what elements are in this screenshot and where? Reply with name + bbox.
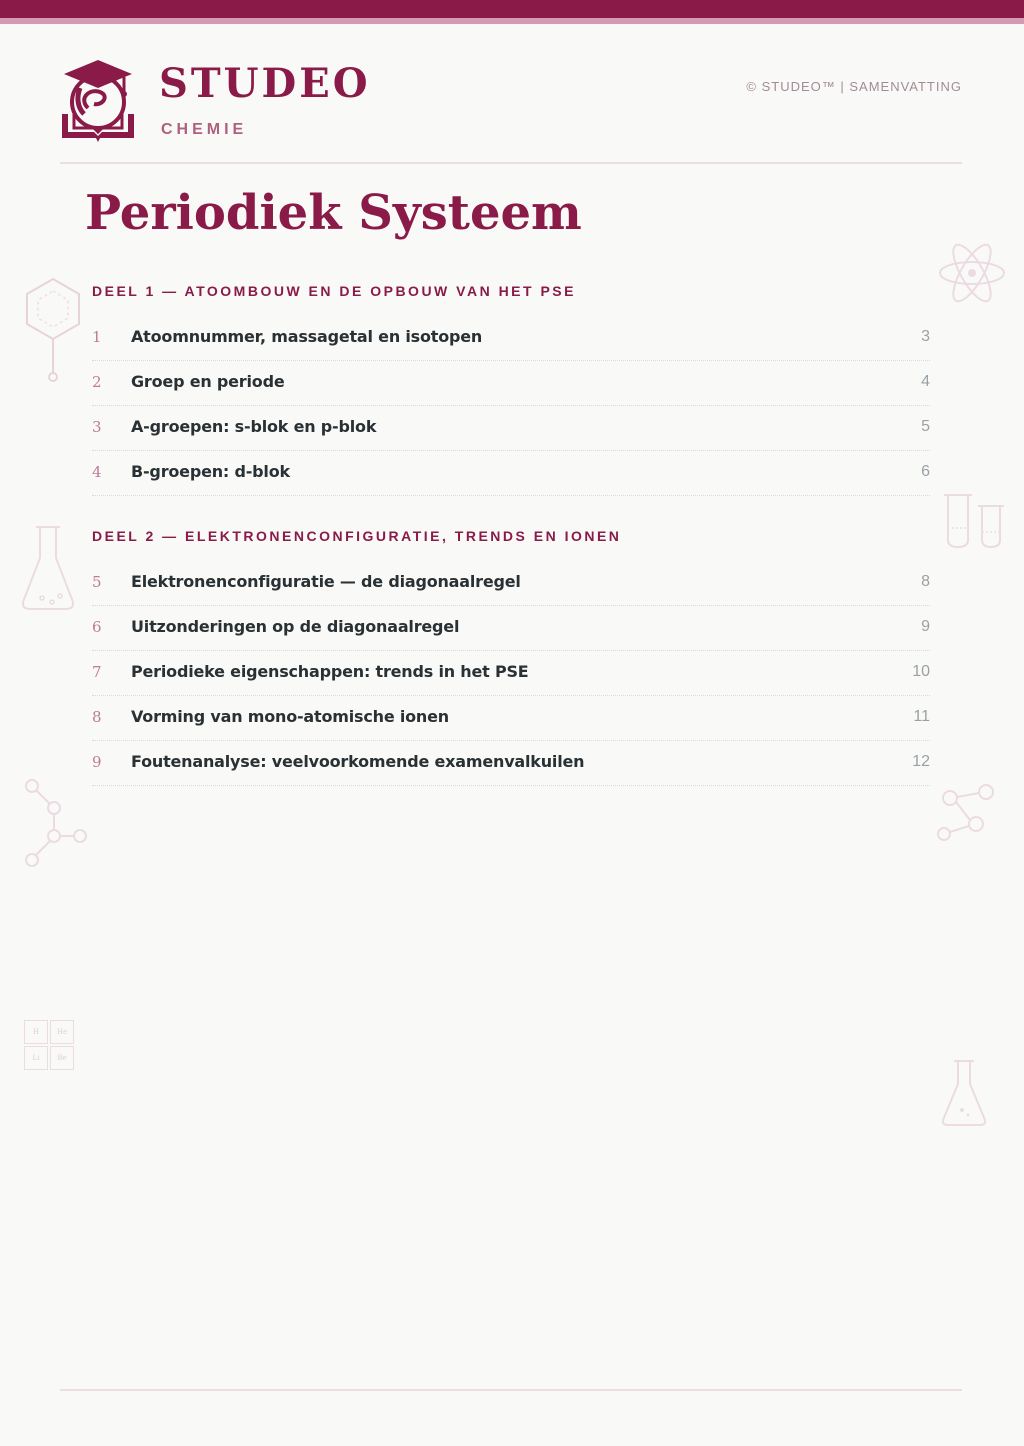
toc-item[interactable] <box>92 561 930 606</box>
toc-item-label: Vorming van mono-atomische ionen <box>131 707 449 726</box>
toc-item-label: Uitzonderingen op de diagonaalregel <box>131 617 460 636</box>
toc-item[interactable] <box>92 406 930 451</box>
element-tile: Li <box>24 1046 48 1070</box>
test-tubes-icon <box>942 492 1006 550</box>
toc-item-page: 12 <box>912 753 930 770</box>
page-title: Periodiek Systeem <box>85 185 582 241</box>
toc-item-number: 5 <box>92 573 102 591</box>
toc-item-label: Groep en periode <box>131 372 285 391</box>
header-divider <box>60 162 962 164</box>
toc-item-page: 3 <box>921 328 930 345</box>
toc-item-number: 6 <box>92 618 102 636</box>
top-color-bar <box>0 0 1024 18</box>
toc-item-label: Atoomnummer, massagetal en isotopen <box>131 327 483 346</box>
footer-divider <box>60 1389 962 1391</box>
atom-icon <box>938 242 1006 304</box>
hexagon-molecule-icon <box>22 276 84 384</box>
toc-item[interactable] <box>92 316 930 361</box>
toc-item[interactable] <box>92 361 930 406</box>
graduation-cap-logo-icon <box>58 58 138 144</box>
molecule-icon <box>22 776 90 870</box>
flask-icon <box>20 524 76 612</box>
toc-item-number: 4 <box>92 463 102 481</box>
toc-item-number: 3 <box>92 418 102 436</box>
toc-item-page: 8 <box>921 573 930 590</box>
toc-item-label: Foutenanalyse: veelvoorkomende examenvalkuilen <box>131 752 585 771</box>
toc-item-label: Periodieke eigenschappen: trends in het PSE <box>131 662 529 681</box>
toc-item-number: 1 <box>92 328 102 346</box>
toc-section-1 <box>92 282 930 496</box>
toc-item-page: 9 <box>921 618 930 635</box>
toc-item-page: 5 <box>921 418 930 435</box>
toc-item-label: Elektronenconfiguratie — de diagonaalregel <box>131 572 521 591</box>
toc-item[interactable] <box>92 696 930 741</box>
toc-item[interactable] <box>92 651 930 696</box>
section-heading: DEEL 2 — ELEKTRONENCONFIGURATIE, TRENDS EN IONEN <box>92 528 622 544</box>
toc-item[interactable] <box>92 451 930 496</box>
copyright-label: © STUDEO™ | SAMENVATTING <box>746 79 962 94</box>
element-tile: He <box>50 1020 74 1044</box>
toc-item[interactable] <box>92 606 930 651</box>
toc-item-number: 8 <box>92 708 102 726</box>
element-tile: Be <box>50 1046 74 1070</box>
molecule-icon <box>934 782 998 844</box>
toc-item-label: B-groepen: d-blok <box>131 462 290 481</box>
top-accent-bar <box>0 18 1024 24</box>
toc-section-2 <box>92 527 930 786</box>
toc-item-number: 9 <box>92 753 102 771</box>
section-heading: DEEL 1 — ATOOMBOUW EN DE OPBOUW VAN HET PSE <box>92 283 576 299</box>
toc-item-number: 2 <box>92 373 102 391</box>
subject-label: CHEMIE <box>161 121 248 138</box>
toc-item-page: 6 <box>921 463 930 480</box>
element-tiles-icon <box>24 1020 76 1072</box>
toc-item-page: 4 <box>921 373 930 390</box>
brand-name: STUDEO <box>159 60 371 107</box>
toc-item-label: A-groepen: s-blok en p-blok <box>131 417 377 436</box>
toc-item[interactable] <box>92 741 930 786</box>
element-tile: H <box>24 1020 48 1044</box>
flask-icon <box>940 1058 988 1128</box>
toc-item-page: 10 <box>912 663 930 680</box>
toc-item-number: 7 <box>92 663 102 681</box>
toc-item-page: 11 <box>913 708 930 725</box>
